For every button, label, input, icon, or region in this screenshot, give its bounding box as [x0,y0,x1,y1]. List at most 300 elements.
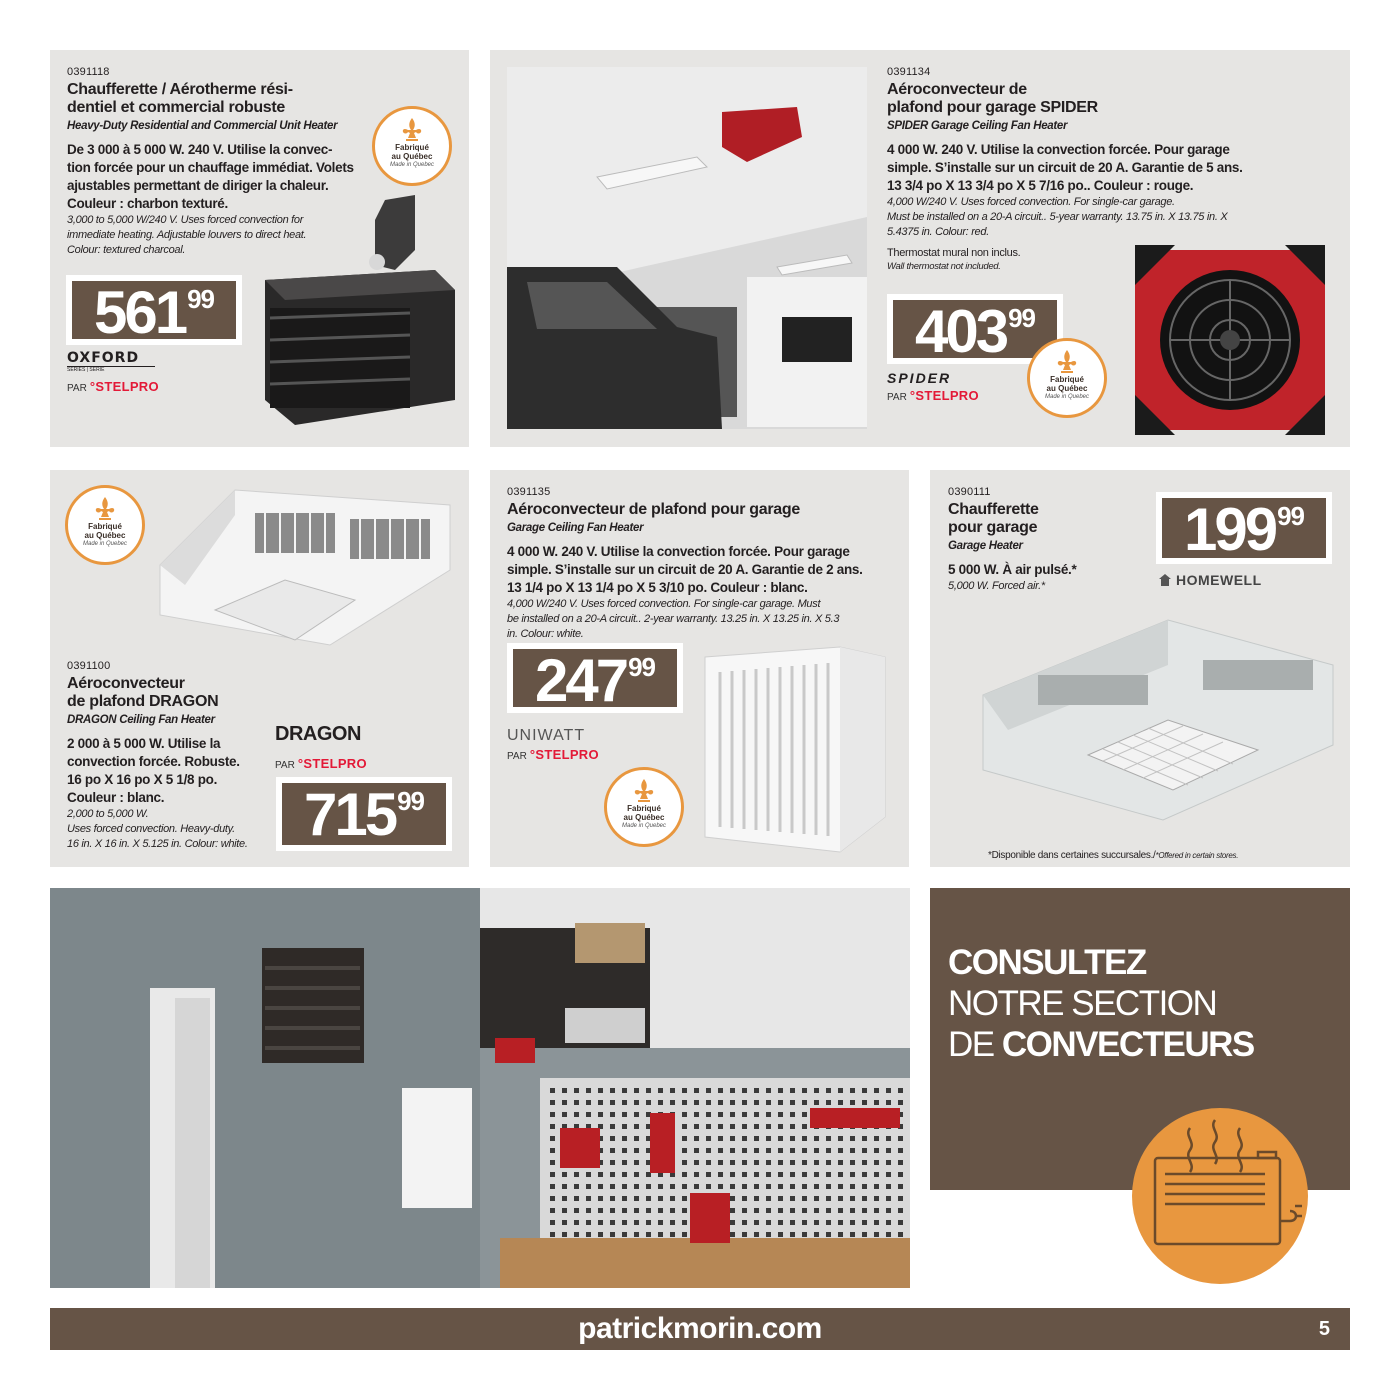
uniwatt-heater-image [700,642,890,857]
pegboard-hole [850,1220,855,1225]
pegboard-hole [718,1184,723,1189]
pegboard-hole [682,1136,687,1141]
price-cents: 99 [1277,501,1305,531]
pegboard-hole [766,1148,771,1153]
pegboard-hole [634,1088,639,1093]
pegboard-hole [754,1136,759,1141]
pegboard-hole [634,1232,639,1237]
pegboard-hole [550,1172,555,1177]
pegboard-hole [622,1208,627,1213]
pegboard-hole [730,1172,735,1177]
pegboard-hole [862,1172,867,1177]
product-description-en: 4,000 W/240 V. Uses forced convection. For single-car garage. Must be installed on a 20-A circuit.. 2-year warranty. 13.25 in. X 13.25 in. X 5.3 in. Colour: white. [507,598,840,640]
pegboard-hole [694,1148,699,1153]
pegboard-hole [886,1208,891,1213]
pegboard-hole [610,1088,615,1093]
pegboard-hole [754,1208,759,1213]
pegboard-hole [826,1100,831,1105]
pegboard-hole [646,1232,651,1237]
pegboard-hole [874,1148,879,1153]
pegboard-hole [802,1172,807,1177]
pegboard-hole [826,1184,831,1189]
pegboard-hole [826,1208,831,1213]
pegboard-hole [790,1220,795,1225]
pegboard-hole [706,1184,711,1189]
pegboard-hole [598,1112,603,1117]
pegboard-hole [610,1184,615,1189]
pegboard-hole [598,1196,603,1201]
pegboard-hole [814,1160,819,1165]
pegboard-hole [802,1208,807,1213]
pegboard-hole [790,1088,795,1093]
pegboard-hole [622,1172,627,1177]
pegboard-hole [898,1232,903,1237]
pegboard-hole [790,1196,795,1201]
pegboard-hole [754,1160,759,1165]
pegboard-hole [862,1208,867,1213]
pegboard-hole [682,1172,687,1177]
pegboard-hole [886,1220,891,1225]
product-panel-dragon [50,470,469,867]
pegboard-hole [838,1136,843,1141]
pegboard-hole [802,1136,807,1141]
product-description-en: 5,000 W. Forced air.* [948,580,1045,592]
pegboard-hole [550,1088,555,1093]
price-tag [66,275,242,345]
convector-heater-icon [1130,1106,1310,1286]
pegboard-hole [562,1208,567,1213]
product-panel-spider [490,50,1350,447]
pegboard-hole [598,1208,603,1213]
spider-fan-image [1130,240,1330,440]
pegboard-hole [706,1112,711,1117]
pegboard-hole [682,1112,687,1117]
pegboard-hole [634,1220,639,1225]
price-tag [276,777,452,851]
made-in-quebec-badge: Fabriqué au Québec Made in Quebec [65,485,145,565]
pegboard-hole [778,1088,783,1093]
product-subtitle: Garage Heater [948,540,1023,552]
pegboard-hole [826,1148,831,1153]
pegboard-hole [814,1088,819,1093]
pegboard-hole [586,1100,591,1105]
product-description-fr: 4 000 W. 240 V. Utilise la convection forcée. Pour garage simple. S’installe sur un circuit de 20 A. Garantie de 5 ans. 13 3/4 po X 13 3/4 po X 5 7/16 po.. Couleur : rouge. [887,142,1243,193]
pegboard-hole [814,1148,819,1153]
pegboard-hole [622,1088,627,1093]
pegboard-hole [814,1232,819,1237]
pegboard-hole [694,1160,699,1165]
pegboard-hole [898,1160,903,1165]
product-description-en: 4,000 W/240 V. Uses forced convection. For single-car garage. Must be installed on a 20-A circuit.. 5-year warranty. 13.75 in. X 13.75 in. X 5.4375 in. Colour: red. [887,196,1228,238]
pegboard-hole [586,1184,591,1189]
pegboard-hole [814,1136,819,1141]
pegboard-hole [802,1088,807,1093]
pegboard-hole [874,1136,879,1141]
pegboard-hole [562,1100,567,1105]
pegboard-hole [550,1124,555,1129]
pegboard-hole [898,1184,903,1189]
pegboard-hole [694,1100,699,1105]
pegboard-hole [766,1232,771,1237]
pegboard-hole [634,1112,639,1117]
pegboard-hole [766,1160,771,1165]
pegboard-hole [658,1220,663,1225]
pegboard-hole [622,1232,627,1237]
pegboard-hole [682,1088,687,1093]
brand-logo-homewell: HOMEWELL [1158,572,1262,588]
pegboard-hole [730,1232,735,1237]
pegboard-hole [610,1124,615,1129]
pegboard-hole [610,1208,615,1213]
pegboard-hole [754,1172,759,1177]
pegboard-hole [742,1208,747,1213]
pegboard-hole [742,1088,747,1093]
pegboard-hole [634,1172,639,1177]
pegboard-hole [790,1100,795,1105]
pegboard-hole [562,1220,567,1225]
product-description-en: 3,000 to 5,000 W/240 V. Uses forced convection for immediate heating. Adjustable louvers to direct heat. Colour: textured charcoal. [67,214,307,256]
pegboard-hole [586,1196,591,1201]
pegboard-hole [574,1100,579,1105]
pegboard-hole [886,1088,891,1093]
pegboard-hole [898,1148,903,1153]
pegboard-hole [826,1172,831,1177]
page-number: 5 [1318,1318,1330,1340]
pegboard-hole [766,1112,771,1117]
pegboard-hole [850,1148,855,1153]
product-description-fr: 4 000 W. 240 V. Utilise la convection forcée. Pour garage simple. S’installe sur un circuit de 20 A. Garantie de 2 ans. 13 1/4 po X 13 1/4 po X 5 3/10 po. Couleur : blanc. [507,544,863,595]
product-panel-uniwatt [490,470,909,867]
pegboard-hole [790,1160,795,1165]
pegboard-hole [898,1208,903,1213]
pegboard-hole [778,1232,783,1237]
product-description-fr: 2 000 à 5 000 W. Utilise la convection forcée. Robuste. 16 po X 16 po X 5 1/8 po. Couleur : blanc. [67,736,240,805]
pegboard-hole [742,1220,747,1225]
pegboard-hole [550,1148,555,1153]
pegboard-hole [586,1112,591,1117]
pegboard-hole [874,1172,879,1177]
pegboard-hole [622,1124,627,1129]
pegboard-hole [814,1196,819,1201]
brand-logo-spider: SPIDER PAR °STELPRO [887,370,979,403]
pegboard-hole [778,1148,783,1153]
pegboard-hole [634,1208,639,1213]
pegboard-hole [886,1136,891,1141]
pegboard-hole [694,1124,699,1129]
pegboard-hole [550,1112,555,1117]
pegboard-hole [850,1160,855,1165]
pegboard-hole [730,1160,735,1165]
brand-logo-oxford: OXFORD SÉRIES | SÉRIE PAR °STELPRO [67,350,159,394]
pegboard-hole [898,1136,903,1141]
pegboard-hole [670,1196,675,1201]
fleur-de-lis-icon [93,496,117,522]
pegboard-hole [742,1232,747,1237]
pegboard-hole [754,1100,759,1105]
pegboard-hole [826,1220,831,1225]
sku: 0391100 [67,660,111,672]
pegboard-hole [682,1208,687,1213]
pegboard-hole [802,1148,807,1153]
pegboard-hole [886,1232,891,1237]
pegboard-hole [730,1112,735,1117]
promo-line-2: NOTRE SECTION [948,984,1217,1023]
pegboard-hole [874,1160,879,1165]
pegboard-hole [838,1160,843,1165]
pegboard-hole [574,1220,579,1225]
sku: 0391118 [67,66,110,78]
product-panel-homewell [930,470,1350,867]
pegboard-hole [754,1124,759,1129]
pegboard-hole [874,1208,879,1213]
pegboard-hole [766,1184,771,1189]
pegboard-hole [802,1232,807,1237]
price-cents: 99 [187,284,215,314]
pegboard-hole [778,1196,783,1201]
pegboard-hole [586,1208,591,1213]
pegboard-hole [634,1124,639,1129]
pegboard-hole [730,1208,735,1213]
pegboard-hole [610,1136,615,1141]
pegboard-hole [766,1220,771,1225]
pegboard-hole [766,1100,771,1105]
garage-scene-image [507,67,867,429]
pegboard-hole [658,1100,663,1105]
pegboard-hole [634,1100,639,1105]
pegboard-hole [838,1232,843,1237]
pegboard-hole [682,1124,687,1129]
pegboard-hole [646,1088,651,1093]
pegboard-hole [874,1196,879,1201]
pegboard-hole [730,1148,735,1153]
pegboard-hole [778,1160,783,1165]
pegboard-hole [670,1100,675,1105]
pegboard-hole [790,1208,795,1213]
pegboard-hole [778,1208,783,1213]
pegboard-hole [898,1220,903,1225]
pegboard-hole [562,1232,567,1237]
pegboard-hole [694,1172,699,1177]
price-tag [1156,492,1332,564]
pegboard-hole [550,1160,555,1165]
homewell-heater-image [978,615,1338,825]
pegboard-hole [742,1124,747,1129]
pegboard-hole [886,1148,891,1153]
pegboard-hole [850,1172,855,1177]
pegboard-hole [838,1088,843,1093]
pegboard-hole [634,1160,639,1165]
pegboard-hole [622,1148,627,1153]
pegboard-hole [838,1208,843,1213]
pegboard-hole [754,1112,759,1117]
pegboard-hole [766,1172,771,1177]
pegboard-hole [718,1160,723,1165]
pegboard-hole [862,1148,867,1153]
pegboard-hole [862,1196,867,1201]
product-description-fr: 5 000 W. À air pulsé.* [948,562,1077,577]
pegboard-hole [730,1124,735,1129]
garage-workshop-photo [50,888,910,1288]
pegboard-hole [718,1172,723,1177]
pegboard-hole [886,1160,891,1165]
homewell-logo-icon [1158,573,1172,587]
pegboard-hole [838,1100,843,1105]
pegboard-hole [802,1124,807,1129]
pegboard-hole [610,1112,615,1117]
pegboard-hole [850,1136,855,1141]
pegboard-hole [850,1208,855,1213]
pegboard-hole [730,1136,735,1141]
pegboard-hole [766,1208,771,1213]
pegboard-hole [730,1100,735,1105]
pegboard-hole [610,1232,615,1237]
pegboard-hole [682,1232,687,1237]
pegboard-hole [706,1172,711,1177]
pegboard-hole [682,1196,687,1201]
pegboard-hole [802,1196,807,1201]
pegboard-hole [574,1088,579,1093]
pegboard-hole [622,1220,627,1225]
fleur-de-lis-icon [632,778,656,804]
pegboard-hole [670,1208,675,1213]
pegboard-hole [766,1088,771,1093]
pegboard-hole [898,1088,903,1093]
pegboard-hole [610,1220,615,1225]
pegboard-hole [598,1100,603,1105]
pegboard-hole [790,1232,795,1237]
pegboard-hole [730,1220,735,1225]
pegboard-hole [802,1112,807,1117]
pegboard-hole [586,1172,591,1177]
pegboard-hole [742,1112,747,1117]
pegboard-hole [850,1184,855,1189]
pegboard-hole [862,1184,867,1189]
price-dollars: 247 [534,647,627,714]
pegboard-hole [610,1100,615,1105]
pegboard-hole [838,1196,843,1201]
pegboard-hole [742,1160,747,1165]
pegboard-hole [550,1136,555,1141]
pegboard-hole [742,1172,747,1177]
pegboard-hole [730,1196,735,1201]
product-description-fr: De 3 000 à 5 000 W. 240 V. Utilise la convec- tion forcée pour un chauffage immédiat. Volets ajustables permettant de diriger la chaleur. Couleur : charbon texturé. [67,142,354,211]
pegboard-hole [574,1232,579,1237]
pegboard-hole [562,1088,567,1093]
pegboard-hole [886,1172,891,1177]
pegboard-hole [814,1100,819,1105]
pegboard-hole [862,1220,867,1225]
pegboard-hole [730,1184,735,1189]
dragon-heater-image [155,485,455,650]
pegboard-hole [742,1184,747,1189]
pegboard-hole [730,1088,735,1093]
price-dollars: 403 [914,298,1007,365]
pegboard-hole [778,1172,783,1177]
pegboard-hole [706,1088,711,1093]
pegboard-hole [598,1088,603,1093]
pegboard-hole [850,1100,855,1105]
thermostat-note-en: Wall thermostat not included. [887,261,1001,272]
pegboard-hole [562,1196,567,1201]
promo-line-1: CONSULTEZ [948,943,1146,982]
fleur-de-lis-icon [1055,349,1079,375]
pegboard-hole [742,1196,747,1201]
thermostat-note-fr: Thermostat mural non inclus. [887,247,1021,259]
pegboard-hole [718,1148,723,1153]
pegboard-hole [622,1184,627,1189]
sku: 0391134 [887,66,931,78]
pegboard-hole [682,1220,687,1225]
price-tag [507,643,683,713]
pegboard-hole [826,1136,831,1141]
pegboard-hole [886,1100,891,1105]
sku: 0391135 [507,486,551,498]
pegboard-hole [754,1232,759,1237]
pegboard-hole [874,1100,879,1105]
pegboard-hole [598,1220,603,1225]
pegboard-hole [718,1112,723,1117]
pegboard-hole [874,1232,879,1237]
product-title: Chaufferette / Aérotherme rési- dentiel et commercial robuste [67,81,293,116]
pegboard-hole [718,1100,723,1105]
pegboard-hole [766,1124,771,1129]
pegboard-hole [886,1196,891,1201]
fleur-de-lis-icon [400,117,424,143]
pegboard-hole [550,1208,555,1213]
pegboard-hole [646,1220,651,1225]
pegboard-hole [658,1232,663,1237]
pegboard-hole [742,1136,747,1141]
pegboard-hole [886,1184,891,1189]
pegboard-hole [574,1184,579,1189]
pegboard-hole [586,1220,591,1225]
product-panel-oxford [50,50,469,447]
pegboard-hole [598,1184,603,1189]
pegboard-hole [838,1148,843,1153]
pegboard-hole [658,1208,663,1213]
pegboard-hole [862,1088,867,1093]
pegboard-hole [610,1148,615,1153]
pegboard-hole [874,1088,879,1093]
pegboard-hole [778,1100,783,1105]
pegboard-hole [850,1232,855,1237]
pegboard-hole [670,1220,675,1225]
pegboard-hole [622,1196,627,1201]
brand-logo-dragon: DRAGON PAR °STELPRO [275,723,367,771]
sku: 0390111 [948,486,991,498]
pegboard-hole [706,1148,711,1153]
pegboard-hole [550,1232,555,1237]
website-link[interactable]: patrickmorin.com [578,1312,822,1345]
pegboard-hole [826,1160,831,1165]
pegboard-hole [718,1088,723,1093]
pegboard-hole [646,1208,651,1213]
pegboard-hole [634,1136,639,1141]
pegboard-hole [670,1232,675,1237]
pegboard-hole [766,1136,771,1141]
pegboard-hole [778,1136,783,1141]
pegboard-hole [862,1160,867,1165]
pegboard-hole [802,1220,807,1225]
pegboard-hole [646,1184,651,1189]
price-cents: 99 [397,786,425,816]
pegboard-hole [706,1124,711,1129]
pegboard-hole [802,1184,807,1189]
pegboard-hole [850,1196,855,1201]
pegboard-hole [754,1148,759,1153]
pegboard-hole [874,1220,879,1225]
unit-heater-image [255,190,465,430]
